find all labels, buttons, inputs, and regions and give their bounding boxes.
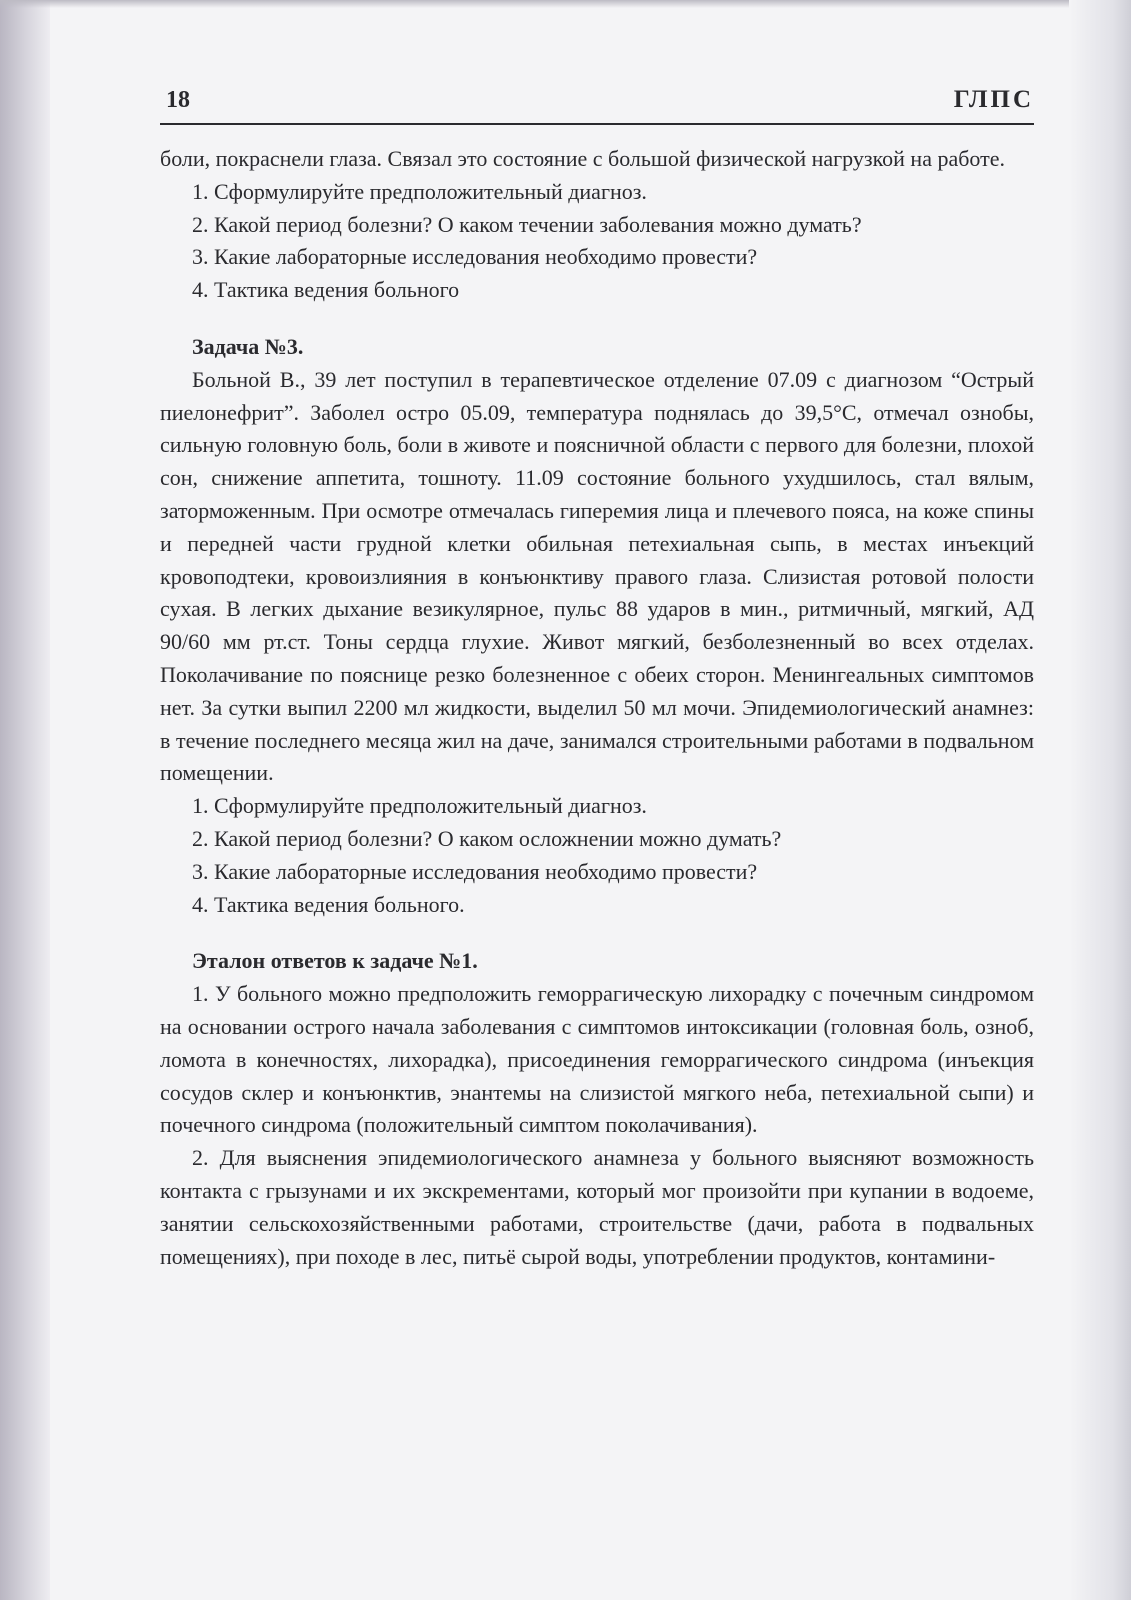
- page-content: [160, 85, 1034, 1273]
- task3-paragraph: Больной В., 39 лет поступил в терапевтическое отделение 07.09 с диагнозом “Острый пиелонефрит”. Заболел остро 05.09, температура поднялась до 39,5°С, отмечал ознобы, сильную головную боль, боли в животе и поясничной области с первого для болезни, плохой сон, снижение аппетита, тошноту. 11.09 состояние больного ухудшилось, стал вялым, заторможенным. При осмотре отмечалась гиперемия лица и плечевого пояса, на коже спины и передней части грудной клетки обильная петехиальная сыпь, в местах инъекций кровоподтеки, кровоизлияния в конъюнктиву правого глаза. Слизистая ротовой полости сухая. В легких дыхание везикулярное, пульс 88 ударов в мин., ритмичный, мягкий, АД 90/60 мм рт.ст. Тоны сердца глухие. Живот мягкий, безболезненный во всех отделах. Поколачивание по пояснице резко болезненное с обеих сторон. Менингеальных симптомов нет. За сутки выпил 2200 мл жидкости, выделил 50 мл мочи. Эпидемиологический анамнез: в течение последнего месяца жил на даче, занимался строительными работами в подвальном помещении.: [160, 366, 1034, 786]
- page-edge: [1069, 0, 1131, 1600]
- answers1-heading: Эталон ответов к задаче №1.: [192, 948, 478, 974]
- task3-question-3: 3. Какие лабораторные исследования необходимо провести?: [192, 858, 758, 884]
- answers1-paragraph-2: 2. Для выяснения эпидемиологического анамнеза у больного выясняют возможность контакта с грызунами и их экскрементами, который мог произойти при купании в водоеме, занятии сельскохозяйственными работами, строительстве (дачи, работа в подвальных помещениях), при походе в лес, питьё сырой воды, употреблении продуктов, контамини-: [160, 1145, 1034, 1269]
- page-header: [160, 85, 1034, 125]
- body-text: [160, 143, 1034, 1273]
- task3-question-2: 2. Какой период болезни? О каком осложнении можно думать?: [192, 825, 782, 851]
- intro-paragraph: боли, покраснели глаза. Связал это состояние с большой физической нагрузкой на работе.: [160, 146, 1006, 171]
- intro-question-1: 1. Сформулируйте предположительный диагноз.: [192, 178, 647, 204]
- intro-question-4: 4. Тактика ведения больного: [192, 277, 460, 303]
- task3-heading: Задача №3.: [192, 333, 304, 359]
- page-number: 18: [166, 87, 190, 113]
- book-spine-shadow: [0, 0, 50, 1600]
- task3-question-4: 4. Тактика ведения больного.: [192, 891, 465, 917]
- running-title: ГЛПС: [953, 86, 1034, 113]
- answers1-paragraph-1: 1. У больного можно предположить геморрагическую лихорадку с почечным синдромом на основании острого начала заболевания с симптомов интоксикации (головная боль, озноб, ломота в конечностях, лихорадка), присоединения геморрагического синдрома (инъекция сосудов склер и конъюнктив, энантемы на слизистой мягкого неба, петехиальной сыпи) и почечного синдрома (положительный симптом поколачивания).: [160, 981, 1034, 1138]
- intro-question-2: 2. Какой период болезни? О каком течении заболевания можно думать?: [192, 211, 862, 237]
- intro-question-3: 3. Какие лабораторные исследования необходимо провести?: [192, 244, 758, 270]
- top-edge-shadow: [0, 0, 1131, 8]
- task3-question-1: 1. Сформулируйте предположительный диагноз.: [192, 793, 647, 819]
